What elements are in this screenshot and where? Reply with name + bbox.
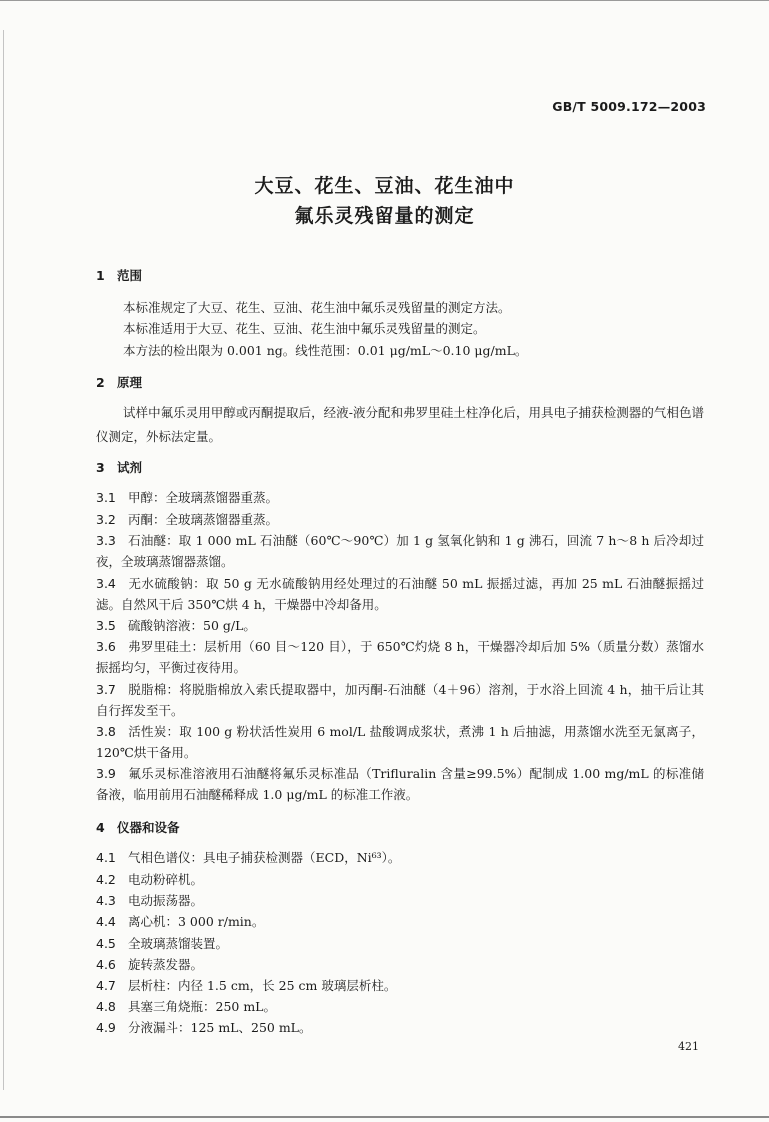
- item-number: 3.2: [96, 512, 116, 527]
- document-title-line-1: 大豆、花生、豆油、花生油中: [254, 175, 515, 197]
- section-4-title: 仪器和设备: [117, 820, 180, 835]
- section-2-number: 2: [96, 375, 105, 390]
- list-item-3-7: [96, 679, 704, 721]
- list-item-4-2: [96, 869, 704, 890]
- section-1-para-2: 本标准适用于大豆、花生、豆油、花生油中氟乐灵残留量的测定。: [123, 321, 486, 336]
- section-3-title: 试剂: [117, 460, 143, 475]
- item-text: 层析柱：内径 1.5 cm，长 25 cm 玻璃层析柱。: [128, 978, 397, 993]
- section-1-heading: [96, 266, 142, 284]
- section-1-para-1: 本标准规定了大豆、花生、豆油、花生油中氟乐灵残留量的测定方法。: [123, 300, 511, 315]
- section-1-title: 范围: [117, 268, 143, 283]
- item-number: 4.3: [96, 893, 116, 908]
- list-item-4-8: [96, 996, 704, 1017]
- page-edge-top: [0, 0, 769, 1]
- standard-code: GB/T 5009.172—2003: [552, 99, 706, 114]
- item-text: 分液漏斗：125 mL、250 mL。: [128, 1020, 312, 1035]
- item-number: 4.9: [96, 1020, 116, 1035]
- item-text: 氟乐灵标准溶液用石油醚将氟乐灵标准品（Trifluralin 含量≥99.5%）配制成 1.00 mg/mL 的标准储备液，临用前用石油醚稀释成 1.0 μg/mL 的标准工作液。: [96, 766, 704, 802]
- section-2-title: 原理: [117, 375, 143, 390]
- item-text: 气相色谱仪：具电子捕获检测器（ECD，Ni⁶³）。: [128, 850, 401, 865]
- list-item-3-1: [96, 487, 704, 508]
- list-item-4-6: [96, 954, 704, 975]
- item-number: 3.1: [96, 490, 116, 505]
- list-item-3-3: [96, 530, 704, 572]
- item-text: 具塞三角烧瓶：250 mL。: [128, 999, 276, 1014]
- item-text: 丙酮：全玻璃蒸馏器重蒸。: [128, 512, 279, 527]
- section-4-heading: [96, 818, 180, 836]
- item-text: 甲醇：全玻璃蒸馏器重蒸。: [128, 490, 279, 505]
- list-item-3-8: [96, 721, 704, 763]
- item-number: 4.4: [96, 914, 116, 929]
- list-item-4-9: [96, 1017, 704, 1038]
- item-number: 3.8: [96, 724, 116, 739]
- section-2-heading: [96, 373, 142, 391]
- item-text: 弗罗里硅土：层析用（60 目～120 目），于 650℃灼烧 8 h，干燥器冷却后加 5%（质量分数）蒸馏水振摇均匀，平衡过夜待用。: [96, 639, 704, 675]
- item-number: 4.8: [96, 999, 116, 1014]
- list-item-4-5: [96, 933, 704, 954]
- item-text: 硫酸钠溶液：50 g/L。: [128, 618, 256, 633]
- list-item-3-5: [96, 615, 704, 636]
- item-number: 3.7: [96, 682, 116, 697]
- section-2-body: 试样中氟乐灵用甲醇或丙酮提取后，经液-液分配和弗罗里硅土柱净化后，用具电子捕获检测器的气相色谱仪测定，外标法定量。: [96, 405, 704, 444]
- item-number: 4.5: [96, 936, 116, 951]
- item-text: 石油醚：取 1 000 mL 石油醚（60℃～90℃）加 1 g 氢氧化钠和 1 g 沸石，回流 7 h～8 h 后冷却过夜，全玻璃蒸馏器蒸馏。: [96, 533, 704, 569]
- item-number: 4.6: [96, 957, 116, 972]
- item-number: 4.1: [96, 850, 116, 865]
- section-1-number: 1: [96, 268, 105, 283]
- item-text: 全玻璃蒸馏装置。: [128, 936, 229, 951]
- page-edge-bottom: [0, 1116, 769, 1118]
- item-number: 4.2: [96, 872, 116, 887]
- list-item-4-1: [96, 847, 704, 868]
- section-3-number: 3: [96, 460, 105, 475]
- item-number: 3.3: [96, 533, 116, 548]
- item-text: 旋转蒸发器。: [128, 957, 204, 972]
- page-number: 421: [678, 1040, 699, 1053]
- item-number: 3.4: [96, 576, 116, 591]
- list-item-4-4: [96, 911, 704, 932]
- section-4-number: 4: [96, 820, 105, 835]
- item-text: 电动振荡器。: [128, 893, 204, 908]
- list-item-3-4: [96, 573, 704, 615]
- item-text: 无水硫酸钠：取 50 g 无水硫酸钠用经处理过的石油醚 50 mL 振摇过滤，再加 25 mL 石油醚振摇过滤。自然风干后 350℃烘 4 h，干燥器中冷却备用。: [96, 576, 704, 612]
- document-title-line-2: 氟乐灵残留量的测定: [294, 205, 475, 227]
- item-number: 3.5: [96, 618, 116, 633]
- item-number: 3.6: [96, 639, 116, 654]
- item-number: 3.9: [96, 766, 116, 781]
- item-text: 离心机：3 000 r/min。: [128, 914, 265, 929]
- section-3-heading: [96, 458, 142, 476]
- item-number: 4.7: [96, 978, 116, 993]
- item-text: 脱脂棉：将脱脂棉放入索氏提取器中，加丙酮-石油醚（4＋96）溶剂，于水浴上回流 4 h，抽干后让其自行挥发至干。: [96, 682, 704, 718]
- list-item-4-7: [96, 975, 704, 996]
- item-text: 电动粉碎机。: [128, 872, 204, 887]
- list-item-3-6: [96, 636, 704, 678]
- item-text: 活性炭：取 100 g 粉状活性炭用 6 mol/L 盐酸调成浆状，煮沸 1 h 后抽滤，用蒸馏水洗至无氯离子，120℃烘干备用。: [96, 724, 704, 760]
- section-1-para-3: 本方法的检出限为 0.001 ng。线性范围：0.01 μg/mL～0.10 μg/mL。: [123, 343, 528, 358]
- list-item-3-2: [96, 509, 704, 530]
- list-item-4-3: [96, 890, 704, 911]
- list-item-3-9: [96, 763, 704, 805]
